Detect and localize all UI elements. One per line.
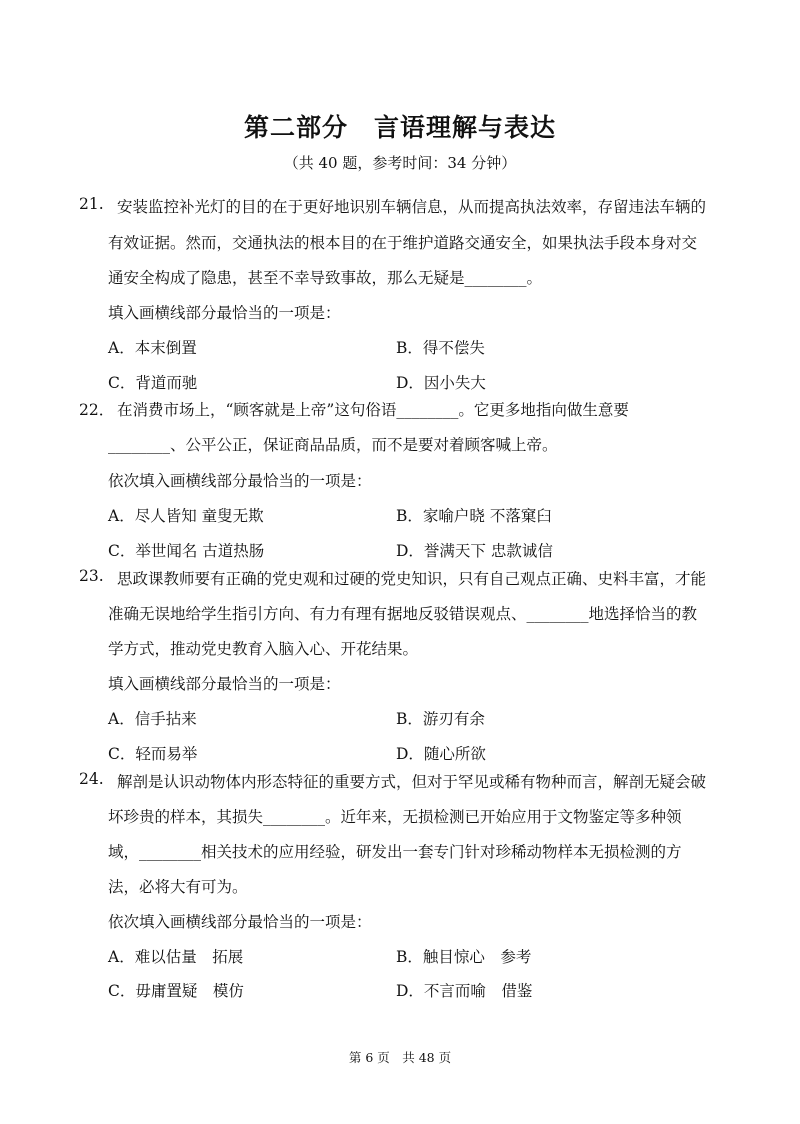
question-prompt: 依次填入画横线部分最恰当的一项是：	[108, 913, 372, 931]
question-text-line: 域，________相关技术的应用经验，研发出一套专门针对珍稀动物样本无损检测的方	[108, 843, 682, 861]
question-text-line: ________、公平公正，保证商品品质，而不是要对着顾客喊上帝。	[108, 436, 558, 454]
option-b[interactable]: B．触目惊心 参考	[396, 948, 532, 966]
question-text-line: 在消费市场上，“顾客就是上帝”这句俗语________。它更多地指向做生意要	[117, 401, 629, 419]
section-subtitle: （共 40 题，参考时间：34 分钟）	[283, 154, 517, 172]
option-a[interactable]: A．尽人皆知 童叟无欺	[108, 507, 264, 525]
question-prompt: 依次填入画横线部分最恰当的一项是：	[108, 472, 372, 490]
option-a[interactable]: A．本末倒置	[108, 339, 197, 357]
option-b[interactable]: B．得不偿失	[396, 339, 485, 357]
question-text-line: 法，必将大有可为。	[108, 878, 248, 896]
option-d[interactable]: D．不言而喻 借鉴	[396, 982, 533, 1000]
option-d[interactable]: D．随心所欲	[396, 745, 486, 763]
question-text-line: 坏珍贵的样本，其损失________。近年来，无损检测已开始应用于文物鉴定等多种领	[108, 808, 682, 826]
question-text-line: 准确无误地给学生指引方向、有力有理有据地反驳错误观点、________地选择恰当的教	[108, 605, 698, 623]
question-number: 23.	[79, 567, 104, 585]
question-text-line: 解剖是认识动物体内形态特征的重要方式，但对于罕见或稀有物种而言，解剖无疑会破	[117, 773, 707, 791]
question-text-line: 思政课教师要有正确的党史观和过硬的党史知识，只有自己观点正确、史料丰富，才能	[117, 570, 707, 588]
page-indicator: 第 6 页 共 48 页	[348, 1050, 452, 1065]
option-d[interactable]: D．誉满天下 忠款诚信	[396, 542, 553, 560]
question-number: 22．	[79, 401, 115, 419]
option-c[interactable]: C．举世闻名 古道热肠	[108, 542, 265, 560]
option-b[interactable]: B．家喻户晓 不落窠臼	[396, 507, 552, 525]
question-number: 21.	[79, 195, 104, 213]
option-b[interactable]: B．游刃有余	[396, 710, 485, 728]
option-d[interactable]: D．因小失大	[396, 374, 486, 392]
option-c[interactable]: C．背道而驰	[108, 374, 198, 392]
question-text-line: 有效证据。然而，交通执法的根本目的在于维护道路交通安全，如果执法手段本身对交	[108, 234, 698, 252]
question-prompt: 填入画横线部分最恰当的一项是：	[108, 304, 341, 322]
section-title: 第二部分 言语理解与表达	[243, 113, 556, 142]
question-text-line: 通安全构成了隐患，甚至不幸导致事故，那么无疑是________。	[108, 269, 543, 287]
question-number: 24.	[79, 770, 104, 788]
option-c[interactable]: C．轻而易举	[108, 745, 198, 763]
option-a[interactable]: A．难以估量 拓展	[108, 948, 244, 966]
question-prompt: 填入画横线部分最恰当的一项是：	[108, 675, 341, 693]
option-a[interactable]: A．信手拈来	[108, 710, 197, 728]
option-c[interactable]: C．毋庸置疑 模仿	[108, 982, 244, 1000]
question-text-line: 安装监控补光灯的目的在于更好地识别车辆信息，从而提高执法效率，存留违法车辆的	[117, 198, 707, 216]
question-text-line: 学方式，推动党史教育入脑入心、开花结果。	[108, 640, 419, 658]
